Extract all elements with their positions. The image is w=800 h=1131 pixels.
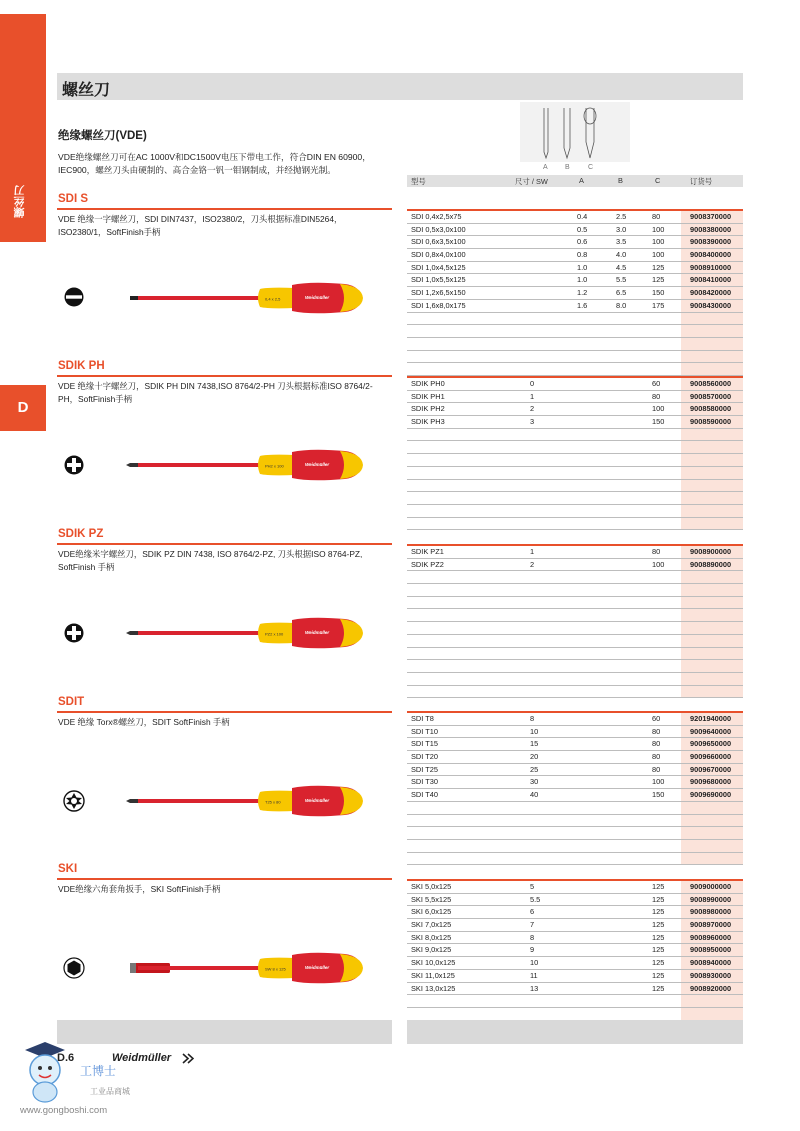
footer-bar-left: [57, 1020, 392, 1044]
empty-row: [407, 313, 743, 326]
cell-order-number: 9008930000: [690, 970, 732, 980]
cell-type: SDIK PH3: [411, 417, 445, 427]
cell-order-number: 9009000000: [690, 882, 732, 891]
svg-text:SW 8 x 125: SW 8 x 125: [265, 966, 286, 972]
cell-sw: 1: [530, 391, 535, 401]
cell-c: 125: [652, 907, 665, 917]
table-row: [407, 906, 743, 919]
cell-order-number: 9008590000: [690, 417, 732, 427]
watermark-subtitle: 工业品商城: [90, 1087, 130, 1096]
section-title: SDIT: [58, 696, 85, 708]
cell-type: SDI T30: [411, 777, 438, 787]
cell-c: 80: [652, 752, 661, 762]
table-row: [407, 983, 743, 996]
table-row: [407, 403, 743, 416]
cell-c: 125: [652, 932, 665, 942]
cell-order-number: 9201940000: [690, 714, 732, 723]
empty-row: [407, 505, 743, 518]
table-row: [407, 751, 743, 764]
table-row: [407, 776, 743, 789]
cell-order-number: 9008560000: [690, 379, 732, 388]
cell-sw: 5.5: [530, 894, 541, 904]
cell-a: 0.4: [577, 212, 588, 221]
empty-row: [407, 609, 743, 622]
cell-b: 3.5: [616, 237, 627, 247]
cell-type: SDIK PZ2: [411, 559, 444, 569]
section-description: VDE 绝缘一字螺丝刀，SDI DIN7437，ISO2380/2，刀头根据标准DIN5264，ISO2380/1，SoftFinish手柄: [58, 214, 343, 237]
cell-a: 1.2: [577, 288, 588, 298]
table-row: [407, 726, 743, 739]
spec-table: [407, 378, 743, 530]
cell-order-number: 9008400000: [690, 250, 732, 260]
table-row: [407, 274, 743, 287]
empty-row: [407, 995, 743, 1008]
cell-c: 100: [652, 777, 665, 787]
screwdriver-image: [110, 783, 370, 819]
cell-b: 3.0: [616, 224, 627, 234]
section-rule: [57, 375, 392, 377]
cell-type: SDI T8: [411, 714, 434, 723]
cell-c: 125: [652, 958, 665, 968]
table-row: [407, 970, 743, 983]
cell-type: SKI 10,0x125: [411, 958, 456, 968]
cell-c: 125: [652, 983, 665, 993]
cell-type: SKI 11,0x125: [411, 970, 455, 980]
cell-order-number: 9008390000: [690, 237, 732, 247]
cell-sw: 10: [530, 958, 539, 968]
mascot-icon: [15, 1040, 75, 1105]
cell-type: SKI 5,5x125: [411, 894, 452, 904]
cell-c: 175: [652, 300, 665, 310]
cell-sw: 1: [530, 547, 535, 556]
cell-c: 60: [652, 714, 661, 723]
cell-b: 4.0: [616, 250, 627, 260]
table-row: [407, 249, 743, 262]
cell-c: 150: [652, 417, 665, 427]
cell-order-number: 9008990000: [690, 894, 732, 904]
section-rule: [57, 208, 392, 210]
cell-c: 80: [652, 212, 661, 221]
dimension-diagram: [520, 102, 630, 172]
header-a: A: [579, 175, 584, 185]
section-rule: [57, 711, 392, 713]
cell-sw: 7: [530, 920, 535, 930]
table-row: [407, 789, 743, 802]
table-row: [407, 894, 743, 907]
spec-table: [407, 546, 743, 698]
intro-text: VDE绝缘螺丝刀可在AC 1000V和DC1500V电压下带电工作，符合DIN EN 60900，IEC900，螺丝刀头由硬制的、高合金铬一钒一钼钢制成，并经抛钢光制。: [58, 152, 371, 175]
header-c: C: [655, 175, 661, 185]
header-sw: 尺寸 / SW: [515, 176, 548, 186]
section-title: SDIK PZ: [58, 528, 104, 540]
table-row: [407, 546, 743, 559]
cell-a: 0.8: [577, 250, 588, 260]
cell-order-number: 9008570000: [690, 391, 732, 401]
cell-type: SDI 0,8x4,0x100: [411, 250, 466, 260]
cell-type: SDIK PH1: [411, 391, 445, 401]
cell-type: SDI T10: [411, 726, 438, 736]
svg-text:Weidmüller: Weidmüller: [305, 295, 330, 300]
cell-order-number: 9008380000: [690, 224, 732, 234]
cell-b: 2.5: [616, 212, 627, 221]
cell-c: 125: [652, 882, 665, 891]
subtitle: 绝缘螺丝刀(VDE): [58, 130, 147, 142]
cell-type: SDI 1,0x4,5x125: [411, 262, 466, 272]
empty-row: [407, 686, 743, 699]
cell-a: 0.5: [577, 224, 588, 234]
cell-type: SDI T40: [411, 790, 438, 800]
diagram-label-b: B: [565, 164, 570, 171]
watermark-url: www.gongboshi.com: [20, 1105, 108, 1116]
table-row: [407, 559, 743, 572]
cell-sw: 10: [530, 726, 539, 736]
cell-type: SDI 0,6x3,5x100: [411, 237, 466, 247]
empty-row: [407, 853, 743, 866]
cell-sw: 2: [530, 404, 535, 414]
cell-order-number: 9008910000: [690, 262, 732, 272]
slotted-tip-icon: [63, 286, 85, 308]
cell-type: SDI T25: [411, 764, 438, 774]
table-row: [407, 211, 743, 224]
cell-sw: 9: [530, 945, 535, 955]
cell-type: SKI 5,0x125: [411, 882, 452, 891]
cell-type: SDI T15: [411, 739, 438, 749]
empty-row: [407, 1008, 743, 1021]
cell-order-number: 9008370000: [690, 212, 732, 221]
cell-c: 100: [652, 224, 665, 234]
cell-type: SDI 1,6x8,0x175: [411, 300, 466, 310]
table-row: [407, 416, 743, 429]
cell-sw: 30: [530, 777, 539, 787]
cell-type: SDI 1,0x5,5x125: [411, 275, 466, 285]
spec-table: [407, 713, 743, 865]
cell-order-number: 9008420000: [690, 288, 732, 298]
svg-text:Weidmüller: Weidmüller: [305, 798, 330, 803]
svg-text:Weidmüller: Weidmüller: [305, 965, 330, 970]
cell-c: 80: [652, 547, 661, 556]
empty-row: [407, 454, 743, 467]
diagram-label-c: C: [588, 164, 594, 171]
table-row: [407, 944, 743, 957]
empty-row: [407, 660, 743, 673]
phillips-tip-icon: [63, 454, 85, 476]
cell-c: 125: [652, 894, 665, 904]
cell-c: 80: [652, 726, 661, 736]
svg-text:Weidmüller: Weidmüller: [305, 630, 330, 635]
cell-order-number: 9008580000: [690, 404, 732, 414]
table-row: [407, 919, 743, 932]
cell-order-number: 9009680000: [690, 777, 732, 787]
sidebar-label: 螺丝刀: [14, 185, 26, 218]
pozidriv-tip-icon: [63, 622, 85, 644]
section-rule: [57, 543, 392, 545]
table-row: [407, 391, 743, 404]
section-description: VDE绝缘米字螺丝刀，SDIK PZ DIN 7438, ISO 8764/2-PZ, 刀头根据ISO 8764-PZ, SoftFinish 手柄: [58, 549, 363, 572]
cell-order-number: 9008410000: [690, 275, 732, 285]
watermark-name: 工博士: [80, 1064, 117, 1078]
empty-row: [407, 815, 743, 828]
cell-b: 6.5: [616, 288, 627, 298]
cell-c: 80: [652, 391, 661, 401]
cell-type: SDIK PZ1: [411, 547, 444, 556]
cell-sw: 11: [530, 970, 538, 980]
table-row: [407, 287, 743, 300]
empty-row: [407, 338, 743, 351]
empty-row: [407, 492, 743, 505]
empty-row: [407, 441, 743, 454]
cell-c: 150: [652, 288, 665, 298]
cell-c: 125: [652, 945, 665, 955]
table-row: [407, 957, 743, 970]
spec-table: [407, 211, 743, 376]
empty-row: [407, 597, 743, 610]
empty-row: [407, 827, 743, 840]
hex-socket-tip-icon: [63, 957, 85, 979]
cell-b: 5.5: [616, 275, 627, 285]
svg-text:PH2 x 100: PH2 x 100: [265, 463, 284, 469]
table-row: [407, 881, 743, 894]
cell-type: SDIK PH0: [411, 379, 445, 388]
svg-text:0,4 x 2,5: 0,4 x 2,5: [265, 296, 281, 302]
screwdriver-image: [110, 615, 370, 651]
cell-order-number: 9008950000: [690, 945, 732, 955]
cell-a: 1.0: [577, 262, 588, 272]
cell-order-number: 9008980000: [690, 907, 732, 917]
empty-row: [407, 635, 743, 648]
cell-a: 1.6: [577, 300, 588, 310]
cell-sw: 3: [530, 417, 535, 427]
cell-sw: 15: [530, 739, 539, 749]
cell-a: 0.6: [577, 237, 588, 247]
empty-row: [407, 673, 743, 686]
cell-type: SDI 0,4x2,5x75: [411, 212, 462, 221]
empty-row: [407, 622, 743, 635]
cell-c: 125: [652, 920, 665, 930]
header-b: B: [618, 175, 623, 185]
cell-c: 100: [652, 250, 665, 260]
cell-sw: 0: [530, 379, 535, 388]
cell-type: SDI T20: [411, 752, 438, 762]
svg-text:Weidmüller: Weidmüller: [305, 462, 330, 467]
table-row: [407, 713, 743, 726]
cell-c: 125: [652, 275, 665, 285]
empty-row: [407, 571, 743, 584]
table-row: [407, 224, 743, 237]
cell-c: 150: [652, 790, 665, 800]
chapter-letter: D: [0, 385, 46, 431]
table-row: [407, 764, 743, 777]
empty-row: [407, 467, 743, 480]
brand-mark-icon: [182, 1053, 194, 1064]
empty-row: [407, 584, 743, 597]
table-row: [407, 300, 743, 313]
cell-sw: 2: [530, 559, 535, 569]
cell-order-number: 9008900000: [690, 547, 732, 556]
cell-type: SKI 9,0x125: [411, 945, 452, 955]
title-bar: [57, 73, 743, 100]
empty-row: [407, 429, 743, 442]
torx-tip-icon: [63, 790, 85, 812]
cell-order-number: 9008890000: [690, 559, 732, 569]
cell-order-number: 9008430000: [690, 300, 732, 310]
empty-row: [407, 802, 743, 815]
header-order: 订货号: [690, 176, 713, 186]
screwdriver-image: [110, 280, 370, 316]
cell-order-number: 9008920000: [690, 983, 732, 993]
cell-type: SKI 13,0x125: [411, 983, 456, 993]
svg-text:T25 x 80: T25 x 80: [265, 799, 281, 805]
cell-type: SKI 8,0x125: [411, 932, 452, 942]
table-row: [407, 236, 743, 249]
cell-order-number: 9009650000: [690, 739, 732, 749]
cell-order-number: 9009670000: [690, 764, 732, 774]
cell-sw: 13: [530, 983, 539, 993]
empty-row: [407, 363, 743, 376]
cell-sw: 8: [530, 714, 535, 723]
cell-order-number: 9008970000: [690, 920, 732, 930]
section-title: SDIK PH: [58, 360, 105, 372]
brand-logo: Weidmüller: [112, 1052, 172, 1064]
header-type: 型号: [411, 176, 426, 186]
page-number: D.6: [57, 1052, 75, 1064]
svg-text:PZ2 x 100: PZ2 x 100: [265, 631, 284, 637]
cell-a: 1.0: [577, 275, 588, 285]
empty-row: [407, 325, 743, 338]
cell-type: SDI 0,5x3,0x100: [411, 224, 466, 234]
cell-c: 100: [652, 404, 665, 414]
table-row: [407, 378, 743, 391]
section-description: VDE 绝缘 Torx®螺丝刀，SDIT SoftFinish 手柄: [58, 717, 230, 727]
cell-c: 100: [652, 559, 665, 569]
cell-order-number: 9008960000: [690, 932, 732, 942]
cell-order-number: 9009640000: [690, 726, 732, 736]
cell-c: 60: [652, 379, 661, 388]
cell-sw: 8: [530, 932, 535, 942]
cell-order-number: 9009660000: [690, 752, 732, 762]
cell-b: 4.5: [616, 262, 627, 272]
cell-c: 100: [652, 237, 665, 247]
table-row: [407, 262, 743, 275]
cell-sw: 25: [530, 764, 539, 774]
section-rule: [57, 878, 392, 880]
section-title: SDI S: [58, 193, 89, 205]
cell-type: SDI 1,2x6,5x150: [411, 288, 466, 298]
cell-sw: 20: [530, 752, 539, 762]
cell-c: 80: [652, 739, 661, 749]
empty-row: [407, 648, 743, 661]
cell-type: SDIK PH2: [411, 404, 445, 414]
cell-sw: 40: [530, 790, 539, 800]
cell-c: 80: [652, 764, 661, 774]
footer-bar-right: [407, 1020, 743, 1044]
table-row: [407, 932, 743, 945]
cell-c: 125: [652, 262, 665, 272]
cell-type: SKI 7,0x125: [411, 920, 452, 930]
empty-row: [407, 840, 743, 853]
section-description: VDE 绝缘十字螺丝刀，SDIK PH DIN 7438,ISO 8764/2-PH 刀头根据标准ISO 8764/2-PH，SoftFinish手柄: [58, 381, 373, 404]
empty-row: [407, 480, 743, 493]
spec-table: [407, 881, 743, 1033]
section-title: SKI: [58, 863, 78, 875]
empty-row: [407, 351, 743, 364]
table-row: [407, 738, 743, 751]
empty-row: [407, 518, 743, 531]
page-title: 螺丝刀: [62, 82, 111, 99]
cell-sw: 6: [530, 907, 535, 917]
cell-c: 125: [652, 970, 665, 980]
screwdriver-image: [110, 447, 370, 483]
cell-type: SKI 6,0x125: [411, 907, 452, 917]
cell-order-number: 9008940000: [690, 958, 732, 968]
diagram-label-a: A: [543, 164, 548, 171]
section-description: VDE绝缘六角套角扳手，SKI SoftFinish手柄: [58, 884, 221, 894]
cell-sw: 5: [530, 882, 535, 891]
cell-order-number: 9009690000: [690, 790, 732, 800]
screwdriver-image: [110, 950, 370, 986]
cell-b: 8.0: [616, 300, 627, 310]
